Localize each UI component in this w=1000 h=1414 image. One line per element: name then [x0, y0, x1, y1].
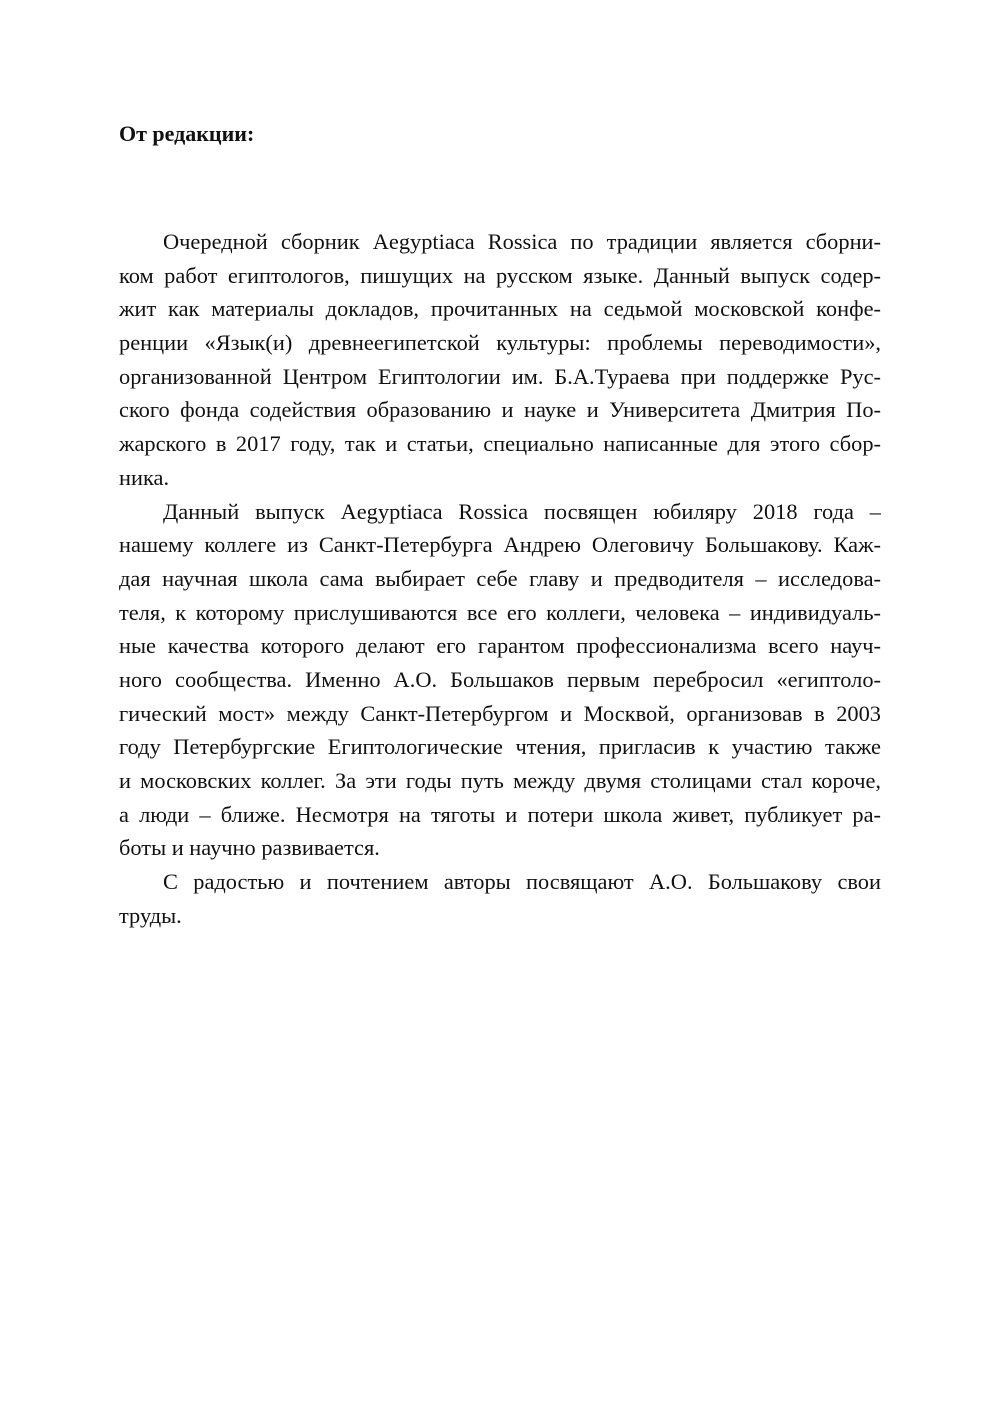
text-line: Очередной сборник Aegyptiaca Rossica по традиции является сборни-: [163, 229, 881, 254]
text-line: С радостью и почтением авторы посвящают А.О. Большакову свои: [163, 869, 881, 895]
text-line: Данный выпуск Aegyptiaca Rossica посвящен юбиляру 2018 года –: [163, 498, 881, 524]
text-line: нашему коллеге из Санкт-Петербурга Андрею Олеговичу Большакову. Каж-: [119, 532, 881, 558]
text-line: труды.: [119, 902, 182, 928]
paragraph-3: [119, 865, 881, 932]
editorial-heading: От редакции:: [119, 121, 255, 146]
text-line: дая научная школа сама выбирает себе главу и предводителя – исследова-: [119, 565, 881, 591]
text-line: ные качества которого делают его гарантом профессионализма всего науч-: [119, 633, 881, 659]
text-line: ком работ египтологов, пишущих на русском языке. Данный выпуск содер-: [119, 262, 881, 288]
text-line: боты и научно развивается.: [119, 835, 380, 861]
paragraph-2: [119, 495, 881, 866]
text-line: жарского в 2017 году, так и статьи, специально написанные для этого сбор-: [119, 431, 881, 457]
text-line: жит как материалы докладов, прочитанных на седьмой московской конфе-: [119, 296, 881, 322]
text-line: гический мост» между Санкт-Петербургом и Москвой, организовав в 2003: [119, 700, 881, 726]
text-line: теля, к которому прислушиваются все его коллеги, человека – индивидуаль-: [119, 599, 881, 625]
text-line: ренции «Язык(и) древнеегипетской культуры: проблемы переводимости»,: [119, 330, 881, 356]
text-line: ного сообщества. Именно А.О. Большаков первым перебросил «египтоло-: [119, 666, 881, 692]
text-line: ского фонда содействия образованию и науке и Университета Дмитрия По-: [119, 397, 881, 423]
text-line: а люди – ближе. Несмотря на тяготы и потери школа живет, публикует ра-: [119, 801, 881, 827]
text-line: ника.: [119, 464, 170, 490]
editorial-body: [119, 225, 881, 932]
paragraph-1: [119, 225, 881, 495]
text-line: организованной Центром Египтологии им. Б.А.Тураева при поддержке Рус-: [119, 363, 881, 389]
text-line: году Петербургские Египтологические чтения, пригласив к участию также: [119, 734, 881, 760]
text-line: и московских коллег. За эти годы путь между двумя столицами стал короче,: [119, 768, 881, 793]
